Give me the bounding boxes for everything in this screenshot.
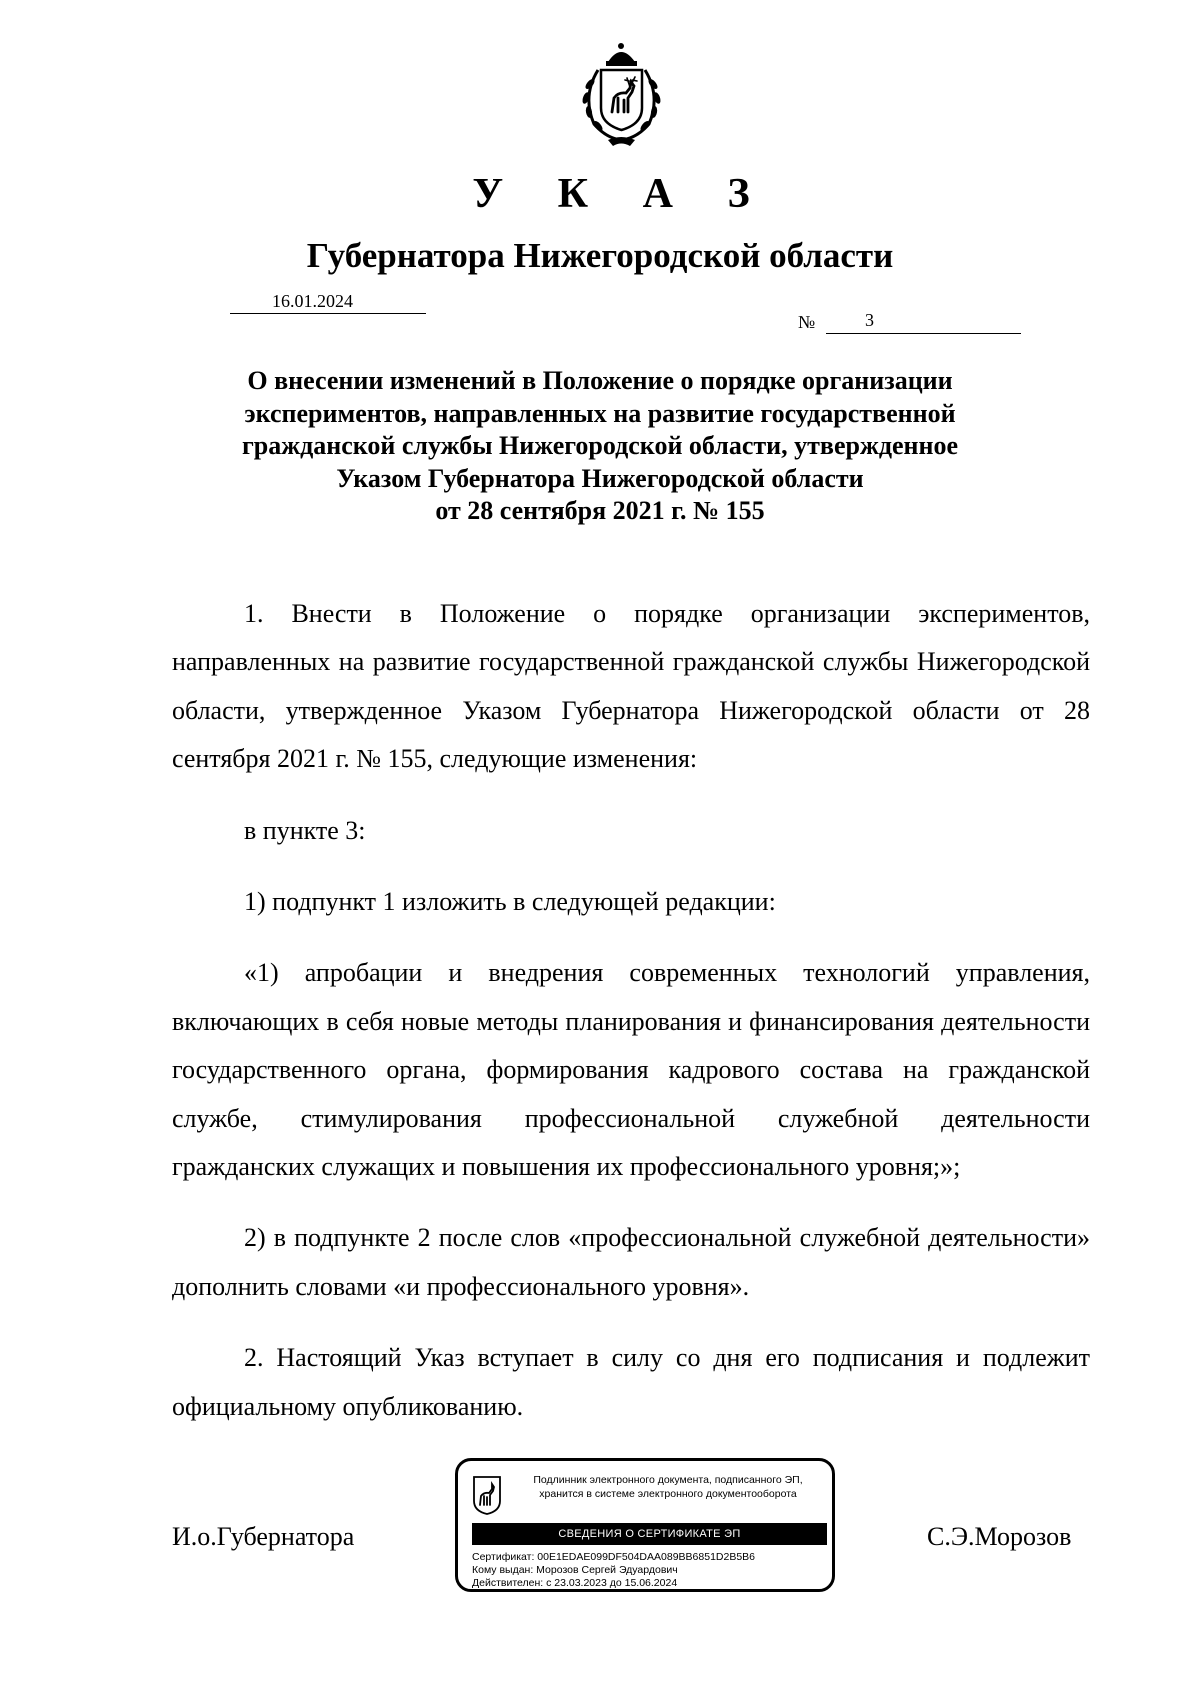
paragraph-2: в пункте 3: bbox=[244, 815, 366, 845]
document-number: 3 bbox=[865, 310, 874, 330]
heading-line: гражданской службы Нижегородской области, утвержденное bbox=[241, 431, 959, 460]
paragraph-5: 2) в подпункте 2 после слов «профессиональной служебной деятельности» дополнить словами «и профессионального уровня». bbox=[172, 1223, 1090, 1301]
stamp-header-line: хранится в системе электронного документооборота bbox=[539, 1488, 797, 1500]
coat-of-arms-icon bbox=[568, 40, 675, 148]
paragraph-6: 2. Настоящий Указ вступает в силу со дня его подписания и подлежит официальному опубликованию. bbox=[172, 1343, 1090, 1421]
document-body bbox=[172, 590, 1090, 1431]
paragraph-4: «1) апробации и внедрения современных технологий управления, включающих в себя новые методы планирования и финансирования деятельности государственного органа, формирования кадрового состава на гражданской службе, стимулирования профессиональной служебной деятельности гражданских служащих и повышения их профессионального уровня;»; bbox=[172, 958, 1090, 1182]
certificate-bar: СВЕДЕНИЯ О СЕРТИФИКАТЕ ЭП bbox=[472, 1523, 827, 1545]
stamp-header-line: Подлинник электронного документа, подписанного ЭП, bbox=[533, 1474, 803, 1486]
date-field bbox=[230, 291, 426, 314]
number-label: № bbox=[798, 312, 816, 332]
certificate-owner: Кому выдан: Морозов Сергей Эдуардович bbox=[472, 1564, 678, 1576]
issuer-title: Губернатора Нижегородской области bbox=[306, 236, 894, 275]
heading-line: О внесении изменений в Положение о порядке организации bbox=[247, 366, 953, 395]
number-field bbox=[826, 312, 1021, 334]
certificate-validity: Действителен: с 23.03.2023 до 15.06.2024 bbox=[472, 1577, 678, 1589]
certificate-id: Сертификат: 00E1EDAE099DF504DAA089BB6851D2B5B6 bbox=[472, 1551, 756, 1563]
e-signature-stamp bbox=[455, 1458, 835, 1592]
signer-position: И.о.Губернатора bbox=[172, 1522, 355, 1551]
document-date: 16.01.2024 bbox=[272, 291, 353, 311]
heading-line: от 28 сентября 2021 г. № 155 bbox=[435, 496, 765, 525]
document-type-title: У К А З bbox=[472, 171, 772, 217]
heading-line: Указом Губернатора Нижегородской области bbox=[336, 463, 864, 493]
deer-emblem-icon bbox=[472, 1475, 502, 1515]
stamp-header bbox=[510, 1473, 826, 1501]
certificate-info bbox=[472, 1551, 755, 1590]
signer-name: С.Э.Морозов bbox=[927, 1522, 1072, 1551]
paragraph-1: 1. Внести в Положение о порядке организации экспериментов, направленных на развитие государственной гражданской службы Нижегородской области, утвержденное Указом Губернатора Нижегородской области от 28 сентября 2021 г. № 155, следующие изменения: bbox=[172, 599, 1090, 774]
heading-line: экспериментов, направленных на развитие государственной bbox=[244, 398, 956, 428]
paragraph-3: 1) подпункт 1 изложить в следующей редакции: bbox=[244, 887, 776, 917]
document-heading bbox=[180, 365, 1020, 528]
